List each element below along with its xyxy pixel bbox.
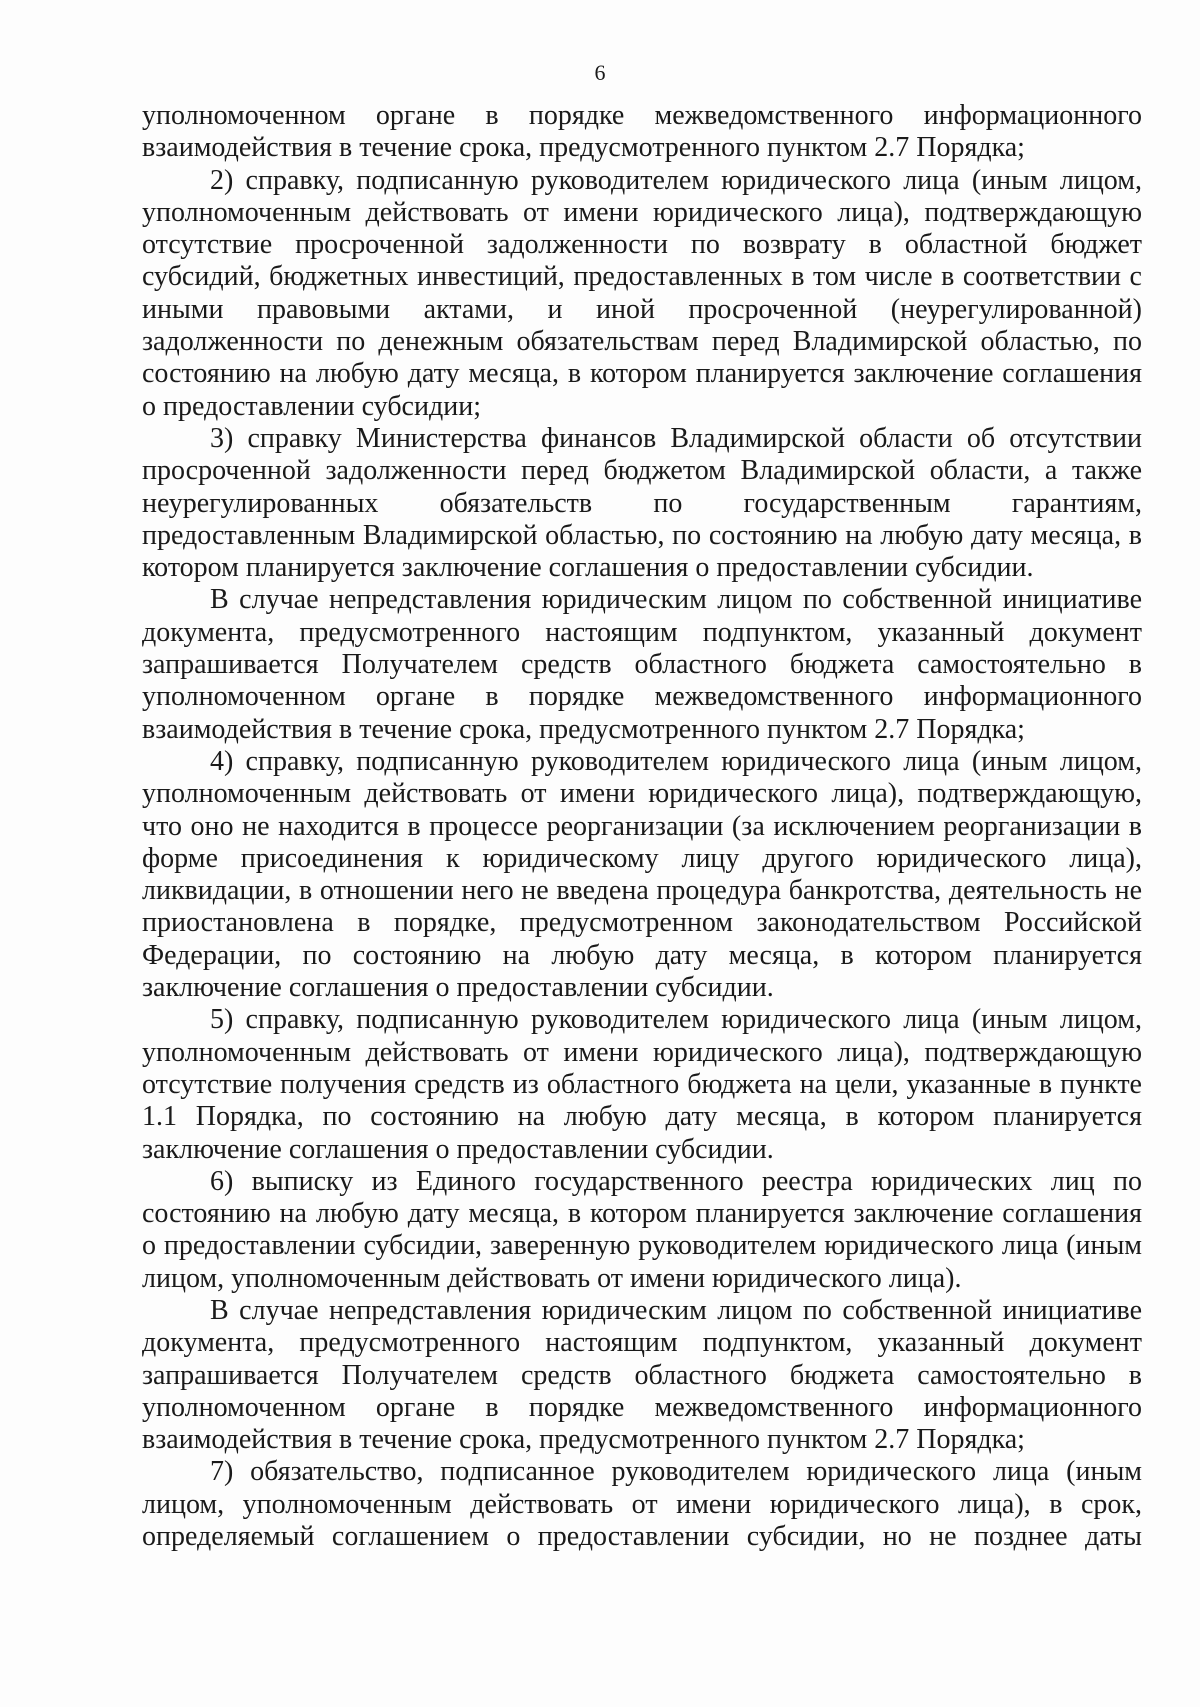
page-number: 6 <box>594 60 606 85</box>
paragraph-continuation: уполномоченном органе в порядке межведомственного информационного взаимодействия в течение срока, предусмотренного пунктом 2.7 Порядка; <box>142 100 1142 164</box>
paragraph-item-4: 4) справку, подписанную руководителем юридического лица (иным лицом, уполномоченным действовать от имени юридического лица), подтверждающую, что оно не находится в процессе реорганизации (за исключением реорганизации в форме присоединения к юридическому лицу другого юридического лица), ликвидации, в отношении него не введена процедура банкротства, деятельность не приостановлена в порядке, предусмотренном законодательством Российской Федерации, по состоянию на любую дату месяца, в котором планируется заключение соглашения о предоставлении субсидии. <box>142 745 1142 1004</box>
paragraph-item-5: 5) справку, подписанную руководителем юридического лица (иным лицом, уполномоченным действовать от имени юридического лица), подтверждающую отсутствие получения средств из областного бюджета на цели, указанные в пункте 1.1 Порядка, по состоянию на любую дату месяца, в котором планируется заключение соглашения о предоставлении субсидии. <box>142 1004 1142 1165</box>
document-body <box>142 100 1142 1553</box>
paragraph-item-6: 6) выписку из Единого государственного реестра юридических лиц по состоянию на любую дату месяца, в котором планируется заключение соглашения о предоставлении субсидии, заверенную руководителем юридического лица (иным лицом, уполномоченным действовать от имени юридического лица). <box>142 1165 1142 1294</box>
paragraph-item-7: 7) обязательство, подписанное руководителем юридического лица (иным лицом, уполномоченным действовать от имени юридического лица), в срок, определяемый соглашением о предоставлении субсидии, но не позднее даты <box>142 1456 1142 1553</box>
paragraph-item-3: 3) справку Министерства финансов Владимирской области об отсутствии просроченной задолженности перед бюджетом Владимирской области, а также неурегулированных обязательств по государственным гарантиям, предоставленным Владимирской областью, по состоянию на любую дату месяца, в котором планируется заключение соглашения о предоставлении субсидии. <box>142 422 1142 584</box>
paragraph-item-2: 2) справку, подписанную руководителем юридического лица (иным лицом, уполномоченным действовать от имени юридического лица), подтверждающую отсутствие просроченной задолженности по возврату в областной бюджет субсидий, бюджетных инвестиций, предоставленных в том числе в соответствии с иными правовыми актами, и иной просроченной (неурегулированной) задолженности по денежным обязательствам перед Владимирской областью, по состоянию на любую дату месяца, в котором планируется заключение соглашения о предоставлении субсидии; <box>142 164 1142 422</box>
paragraph-nonsubmission-note: В случае непредставления юридическим лицом по собственной инициативе документа, предусмотренного настоящим подпунктом, указанный документ запрашивается Получателем средств областного бюджета самостоятельно в уполномоченном органе в порядке межведомственного информационного взаимодействия в течение срока, предусмотренного пунктом 2.7 Порядка; <box>142 1294 1142 1456</box>
paragraph-nonsubmission-note: В случае непредставления юридическим лицом по собственной инициативе документа, предусмотренного настоящим подпунктом, указанный документ запрашивается Получателем средств областного бюджета самостоятельно в уполномоченном органе в порядке межведомственного информационного взаимодействия в течение срока, предусмотренного пунктом 2.7 Порядка; <box>142 584 1142 745</box>
